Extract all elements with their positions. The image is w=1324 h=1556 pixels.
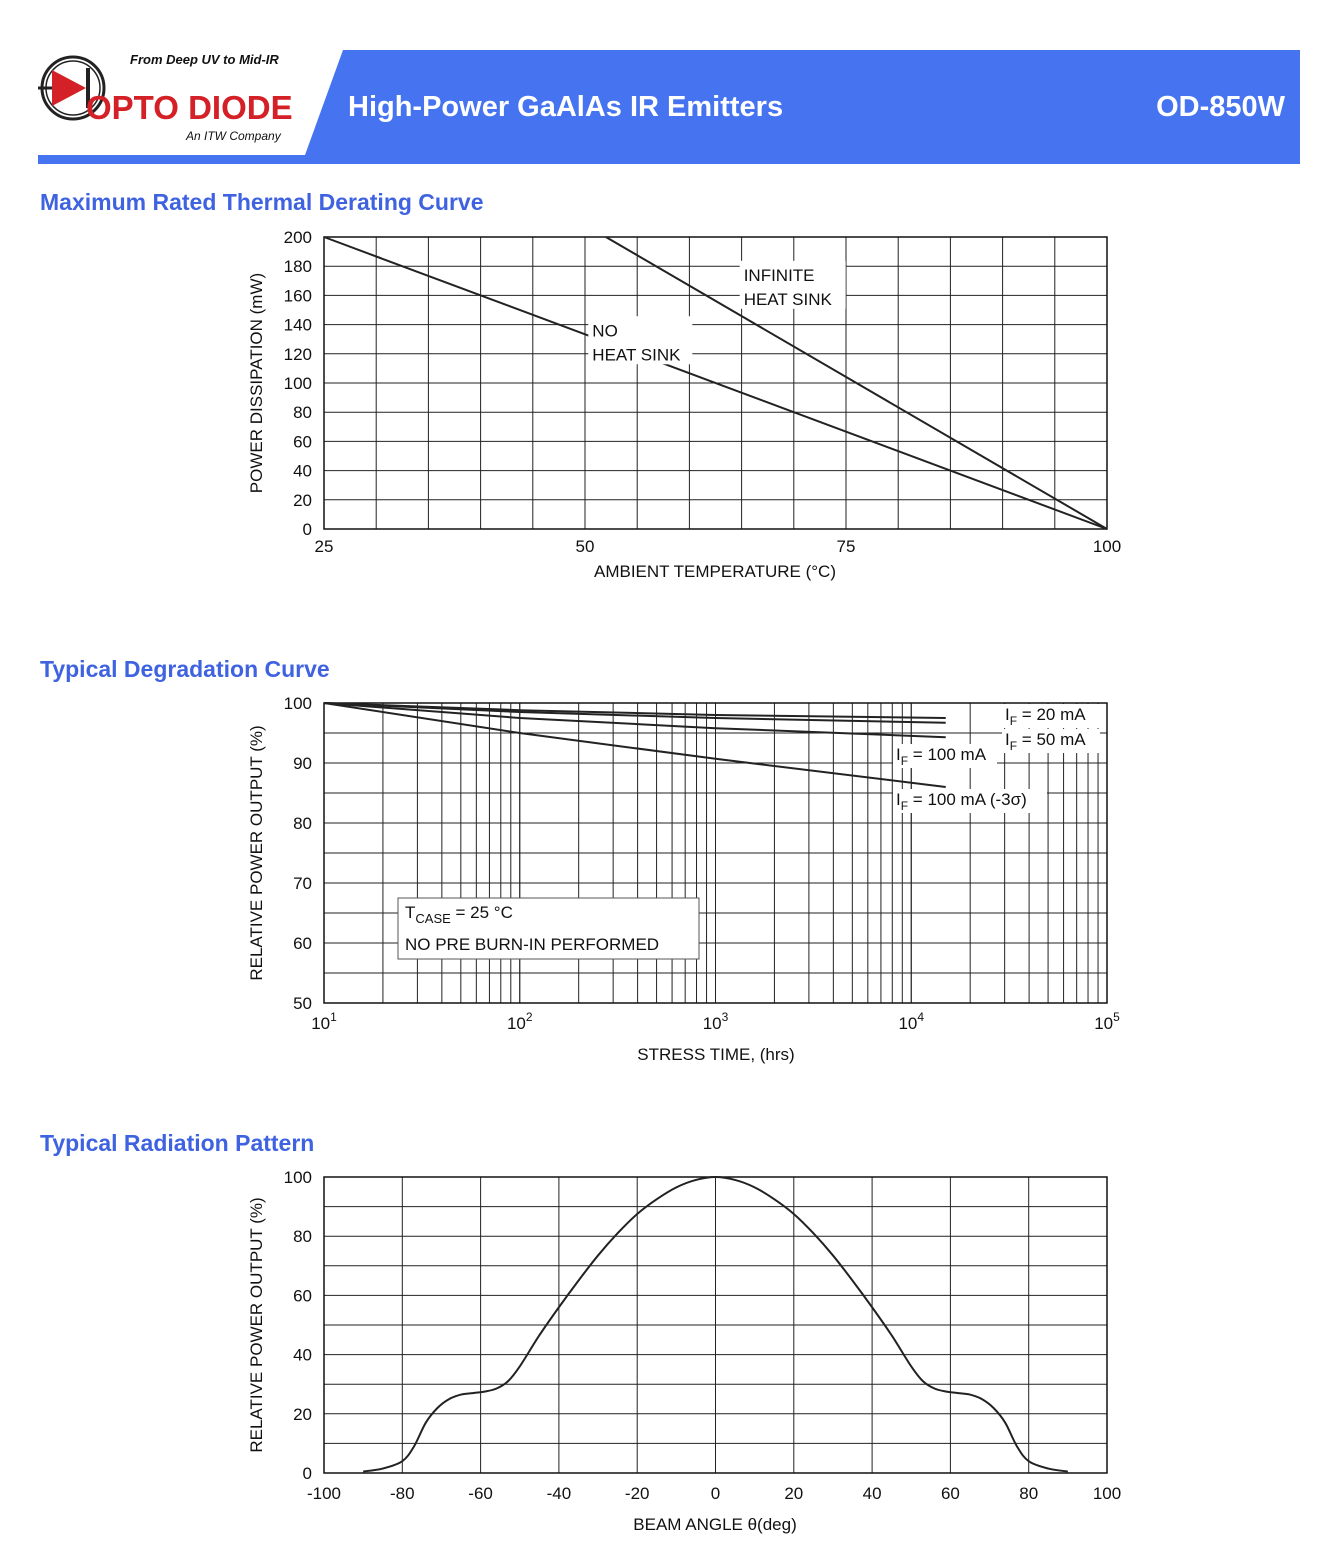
tick-base: 10 xyxy=(1094,1014,1114,1033)
degradation-y-tick-label: 70 xyxy=(293,874,312,893)
thermal-x-ticks xyxy=(315,537,1122,556)
label-subscript: F xyxy=(900,754,909,768)
label-main: I xyxy=(896,790,901,809)
degradation-chart xyxy=(0,690,1324,1080)
no-heat-sink-label: NO xyxy=(592,321,618,341)
degradation-y-ticks xyxy=(284,694,312,1013)
thermal-x-tick-label: 100 xyxy=(1092,537,1122,556)
thermal-x-tick-label: 25 xyxy=(314,537,334,556)
tick-base: 10 xyxy=(506,1014,526,1033)
label-main: I xyxy=(896,745,901,764)
radiation-grid xyxy=(324,1177,1107,1473)
radiation-x-tick-label: 0 xyxy=(710,1484,721,1503)
thermal-y-tick-label: 200 xyxy=(283,228,312,247)
radiation-x-tick-label: 80 xyxy=(1019,1484,1039,1503)
thermal-x-tick-label: 50 xyxy=(575,537,595,556)
infinite-heat-sink-label: HEAT SINK xyxy=(743,289,832,309)
logo-subsidiary: An ITW Company xyxy=(186,129,281,143)
radiation-y-axis-label: RELATIVE POWER OUTPUT (%) xyxy=(247,1197,266,1453)
thermal-y-tick-label: 140 xyxy=(283,315,312,335)
radiation-section-title: Typical Radiation Pattern xyxy=(40,1130,315,1156)
thermal-y-axis-label: POWER DISSIPATION (mW) xyxy=(247,272,266,494)
tick-exponent: 2 xyxy=(525,1010,533,1024)
tick-exponent: 5 xyxy=(1113,1010,1120,1024)
radiation-x-tick-label: 40 xyxy=(862,1484,882,1503)
thermal-x-tick-label: 75 xyxy=(836,537,856,556)
tick-base: 10 xyxy=(702,1014,722,1033)
no-heat-sink-label: HEAT SINK xyxy=(592,345,681,365)
degradation-annotation-box xyxy=(398,898,699,959)
label-subscript: F xyxy=(1009,739,1018,753)
label-main: I xyxy=(1005,705,1010,724)
thermal-y-tick-label: 20 xyxy=(293,490,312,510)
thermal-y-ticks xyxy=(284,228,312,539)
degradation-y-tick-label: 60 xyxy=(293,934,312,953)
part-number: OD-850W xyxy=(1156,91,1285,123)
company-logo xyxy=(38,52,293,143)
radiation-y-tick-label: 40 xyxy=(293,1345,312,1365)
radiation-x-tick-label: -40 xyxy=(546,1484,572,1503)
radiation-y-tick-label: 80 xyxy=(293,1227,312,1247)
degradation-x-tick-label xyxy=(703,1010,729,1033)
thermal-section-title: Maximum Rated Thermal Derating Curve xyxy=(40,189,484,215)
degradation-x-tick-label xyxy=(311,1010,337,1033)
label-rest: = 100 mA (-3σ) xyxy=(908,790,1027,809)
label-rest: = 100 mA xyxy=(908,745,987,764)
annotation-burn-in: NO PRE BURN-IN PERFORMED xyxy=(405,935,660,954)
degradation-y-tick-label: 90 xyxy=(293,754,312,773)
radiation-x-tick-label: 60 xyxy=(940,1484,960,1503)
tick-base: 10 xyxy=(311,1014,331,1033)
thermal-y-tick-label: 80 xyxy=(293,403,312,423)
radiation-x-tick-label: 20 xyxy=(784,1484,804,1503)
thermal-y-tick-label: 0 xyxy=(302,520,312,539)
radiation-x-tick-label: -100 xyxy=(306,1484,342,1503)
annotation-tcase: $T_{CASE} = 25$ °C xyxy=(405,903,513,926)
radiation-y-tick-label: 0 xyxy=(302,1464,312,1483)
thermal-x-axis-label: AMBIENT TEMPERATURE (°C) xyxy=(594,562,836,581)
tick-exponent: 3 xyxy=(721,1010,729,1024)
degradation-y-tick-label: 50 xyxy=(293,994,312,1013)
product-title: High-Power GaAlAs IR Emitters xyxy=(348,91,784,123)
infinite-heat-sink-label: INFINITE xyxy=(743,265,815,285)
label-main: I xyxy=(1005,730,1010,749)
tick-exponent: 1 xyxy=(330,1010,337,1024)
degradation-x-tick-label xyxy=(507,1010,533,1033)
radiation-y-ticks xyxy=(284,1168,312,1483)
radiation-x-axis-label: BEAM ANGLE θ(deg) xyxy=(633,1515,797,1534)
thermal-y-tick-label: 100 xyxy=(283,374,312,393)
radiation-pattern-chart xyxy=(0,1166,1324,1546)
degradation-y-tick-label: 100 xyxy=(283,694,312,713)
tick-base: 10 xyxy=(898,1014,918,1033)
thermal-series-labels xyxy=(588,261,845,364)
logo-tagline: From Deep UV to Mid-IR xyxy=(130,52,279,67)
radiation-x-ticks xyxy=(307,1484,1121,1503)
radiation-x-tick-label: -20 xyxy=(624,1484,650,1503)
tick-exponent: 4 xyxy=(917,1010,925,1024)
radiation-y-tick-label: 20 xyxy=(293,1404,312,1424)
label-rest: = 50 mA xyxy=(1017,730,1086,749)
label-rest: = 20 mA xyxy=(1017,705,1086,724)
radiation-x-tick-label: -80 xyxy=(390,1484,415,1503)
thermal-derating-chart xyxy=(0,222,1324,592)
page-header xyxy=(0,0,1324,175)
radiation-x-tick-label: -60 xyxy=(468,1484,493,1503)
thermal-y-tick-label: 60 xyxy=(293,432,312,452)
degradation-y-axis-label: RELATIVE POWER OUTPUT (%) xyxy=(247,725,266,981)
degradation-y-tick-label: 80 xyxy=(293,814,312,833)
degradation-x-axis-label: STRESS TIME, (hrs) xyxy=(637,1045,795,1064)
logo-company-name: OPTO DIODE xyxy=(86,89,293,126)
radiation-y-tick-label: 60 xyxy=(293,1286,312,1306)
label-subscript: F xyxy=(900,799,909,813)
thermal-y-tick-label: 40 xyxy=(293,461,312,481)
degradation-x-ticks xyxy=(311,1010,1120,1033)
thermal-y-tick-label: 120 xyxy=(283,344,312,364)
degradation-series-labels xyxy=(893,704,1100,813)
radiation-y-tick-label: 100 xyxy=(283,1168,312,1187)
thermal-y-tick-label: 180 xyxy=(283,257,312,277)
degradation-x-tick-label xyxy=(1094,1010,1120,1033)
degradation-x-tick-label xyxy=(898,1010,924,1033)
label-subscript: F xyxy=(1009,714,1018,728)
degradation-section-title: Typical Degradation Curve xyxy=(40,656,330,682)
thermal-y-tick-label: 160 xyxy=(283,286,312,306)
radiation-x-tick-label: 100 xyxy=(1092,1484,1122,1503)
